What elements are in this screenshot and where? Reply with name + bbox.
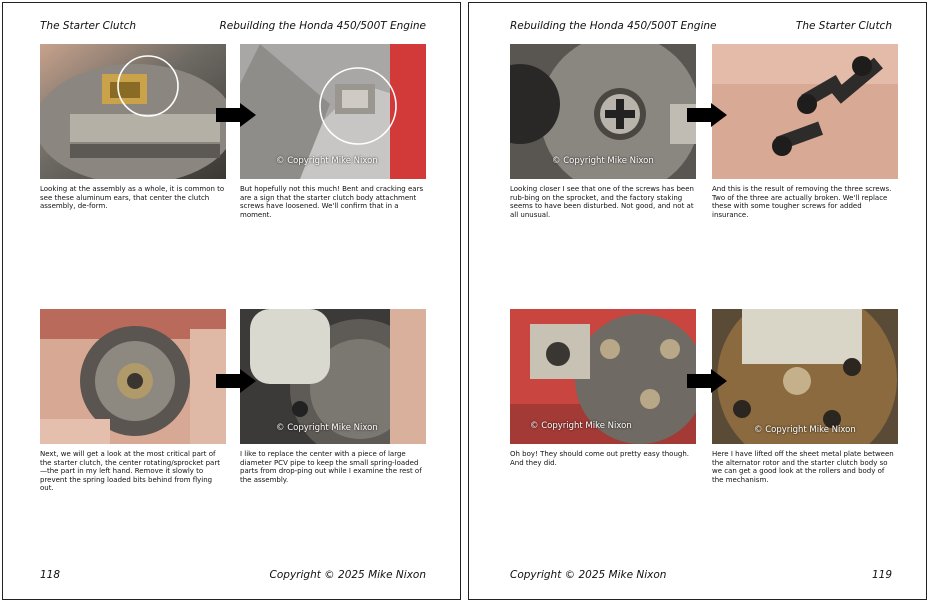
photo-pvc-pipe-center (240, 309, 426, 444)
caption-photo-4: I like to replace the center with a piece of large diameter PCV pipe to keep the small spring-loaded parts from drop-ping out while I examine the rest of the assembly. (240, 450, 422, 484)
left-page (2, 2, 461, 600)
photo-screw-rubbing-sprocket (510, 44, 696, 179)
caption-photo-7: Oh boy! They should come out pretty easy though. And they did. (510, 450, 689, 467)
photo-three-broken-screws (712, 44, 898, 179)
caption-photo-3: Next, we will get a look at the most critical part of the starter clutch, the center rotating/sprocket part—the part in my left hand. Remove it slowly to prevent the spring loaded bits behind from flying out. (40, 450, 220, 493)
photo-bent-cracked-ears (240, 44, 426, 179)
running-header-book-title: Rebuilding the Honda 450/500T Engine (219, 20, 426, 32)
arrow-right-icon (216, 369, 256, 393)
caption-photo-1: Looking at the assembly as a whole, it is common to see these aluminum ears, that center the clutch assembly, de-form. (40, 185, 225, 211)
running-header-chapter: The Starter Clutch (40, 20, 137, 32)
right-page (468, 2, 927, 600)
caption-photo-5: Looking closer I see that one of the screws has been rub-bing on the sprocket, and the factory staking seems to have been disturbed. Not good, and not at all unusual. (510, 185, 694, 219)
caption-photo-6: And this is the result of removing the three screws. Two of the three are actually broken. We'll replace these with some tougher screws for added insurance. (712, 185, 892, 219)
copyright-watermark: © Copyright Mike Nixon (754, 425, 856, 435)
copyright-watermark: © Copyright Mike Nixon (552, 156, 654, 166)
arrow-right-icon (687, 369, 727, 393)
copyright-footer: Copyright © 2025 Mike Nixon (269, 569, 426, 581)
photo-sprocket-in-hand (40, 309, 226, 444)
page-number: 119 (871, 569, 892, 581)
photo-spring-loaded-parts (510, 309, 696, 444)
photo-rollers-and-body (712, 309, 898, 444)
copyright-watermark: © Copyright Mike Nixon (276, 423, 378, 433)
arrow-right-icon (687, 103, 727, 127)
photo-clutch-aluminum-ears (40, 44, 226, 179)
page-number: 118 (40, 569, 61, 581)
copyright-watermark: © Copyright Mike Nixon (276, 156, 378, 166)
arrow-right-icon (216, 103, 256, 127)
running-header-chapter: The Starter Clutch (795, 20, 892, 32)
caption-photo-2: But hopefully not this much! Bent and cracking ears are a sign that the starter clutch body attachment screws have loosened. We'll confirm that in a moment. (240, 185, 424, 219)
copyright-footer: Copyright © 2025 Mike Nixon (510, 569, 667, 581)
copyright-watermark: © Copyright Mike Nixon (530, 421, 632, 431)
caption-photo-8: Here I have lifted off the sheet metal plate between the alternator rotor and the starter clutch body so we can get a good look at the rollers and body of the mechanism. (712, 450, 894, 484)
running-header-book-title: Rebuilding the Honda 450/500T Engine (510, 20, 717, 32)
